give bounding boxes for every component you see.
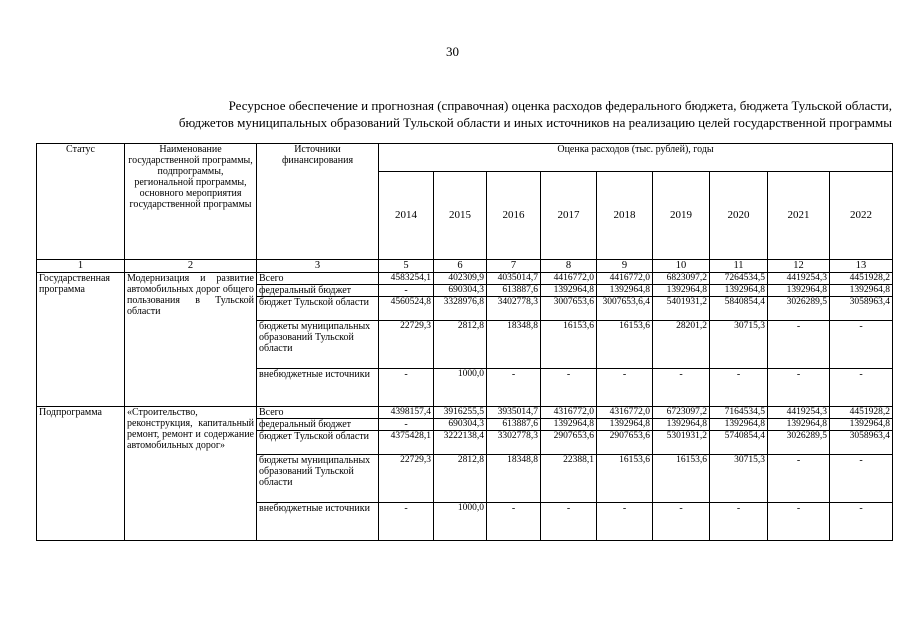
value-cell: 16153,6 [597, 321, 653, 369]
header-year: 2021 [768, 172, 830, 260]
column-number: 10 [653, 260, 710, 273]
value-cell: 16153,6 [541, 321, 597, 369]
value-cell: - [768, 455, 830, 503]
value-cell: 2907653,6 [541, 431, 597, 455]
value-cell: 4583254,1 [379, 273, 434, 285]
header-year: 2020 [710, 172, 768, 260]
value-cell: 1000,0 [434, 369, 487, 407]
column-number: 7 [487, 260, 541, 273]
header-program-name: Наименование государственной программы, подпрограммы, региональной программы, основного мероприятия государственной программы [125, 144, 257, 260]
value-cell: 16153,6 [597, 455, 653, 503]
value-cell: - [597, 503, 653, 541]
column-number: 9 [597, 260, 653, 273]
value-cell: 1392964,8 [830, 419, 893, 431]
value-cell: 4451928,2 [830, 407, 893, 419]
value-cell: 2812,8 [434, 321, 487, 369]
value-cell: 4375428,1 [379, 431, 434, 455]
funding-source: Всего [257, 273, 379, 285]
value-cell: 5401931,2 [653, 297, 710, 321]
value-cell: - [379, 503, 434, 541]
value-cell: 3222138,4 [434, 431, 487, 455]
value-cell: - [653, 369, 710, 407]
row-status: Подпрограмма [37, 407, 125, 541]
funding-source: внебюджетные источники [257, 369, 379, 407]
funding-source: бюджеты муниципальных образований Тульской области [257, 455, 379, 503]
value-cell: 690304,3 [434, 419, 487, 431]
value-cell: - [379, 369, 434, 407]
value-cell: 4419254,3 [768, 407, 830, 419]
column-number: 6 [434, 260, 487, 273]
value-cell: - [830, 503, 893, 541]
value-cell: 3007653,6 [541, 297, 597, 321]
value-cell: 7264534,5 [710, 273, 768, 285]
value-cell: 4416772,0 [597, 273, 653, 285]
table-row [37, 407, 893, 419]
column-number: 1 [37, 260, 125, 273]
value-cell: - [541, 503, 597, 541]
value-cell: 3328976,8 [434, 297, 487, 321]
funding-source: бюджеты муниципальных образований Тульской области [257, 321, 379, 369]
funding-source: федеральный бюджет [257, 285, 379, 297]
value-cell: 30715,3 [710, 321, 768, 369]
value-cell: - [710, 369, 768, 407]
value-cell: - [768, 369, 830, 407]
value-cell: 1392964,8 [653, 285, 710, 297]
value-cell: 1392964,8 [597, 285, 653, 297]
funding-source: федеральный бюджет [257, 419, 379, 431]
value-cell: 7164534,5 [710, 407, 768, 419]
value-cell: 6823097,2 [653, 273, 710, 285]
value-cell: 613887,6 [487, 419, 541, 431]
value-cell: - [710, 503, 768, 541]
header-year: 2014 [379, 172, 434, 260]
value-cell: 1392964,8 [710, 285, 768, 297]
value-cell: - [830, 369, 893, 407]
value-cell: 4398157,4 [379, 407, 434, 419]
title-line-2: бюджетов муниципальных образований Тульской области и иных источников на реализацию целей государственной программы [178, 115, 892, 130]
value-cell: - [830, 321, 893, 369]
header-sources: Источники финансирования [257, 144, 379, 260]
value-cell: 16153,6 [653, 455, 710, 503]
column-number: 2 [125, 260, 257, 273]
value-cell: 1392964,8 [653, 419, 710, 431]
funding-source: внебюджетные источники [257, 503, 379, 541]
value-cell: 1392964,8 [541, 285, 597, 297]
header-year: 2022 [830, 172, 893, 260]
value-cell: 1392964,8 [768, 419, 830, 431]
value-cell: 1392964,8 [830, 285, 893, 297]
value-cell: - [541, 369, 597, 407]
value-cell: 3302778,3 [487, 431, 541, 455]
value-cell: 4035014,7 [487, 273, 541, 285]
value-cell: 1392964,8 [710, 419, 768, 431]
value-cell: 1392964,8 [597, 419, 653, 431]
value-cell: 1392964,8 [768, 285, 830, 297]
value-cell: - [487, 503, 541, 541]
header-year: 2018 [597, 172, 653, 260]
value-cell: 4416772,0 [541, 273, 597, 285]
value-cell: 3916255,5 [434, 407, 487, 419]
value-cell: 4451928,2 [830, 273, 893, 285]
value-cell: - [653, 503, 710, 541]
value-cell: 402309,9 [434, 273, 487, 285]
value-cell: 3058963,4 [830, 431, 893, 455]
value-cell: - [379, 285, 434, 297]
value-cell: 6723097,2 [653, 407, 710, 419]
value-cell: 1000,0 [434, 503, 487, 541]
column-number: 13 [830, 260, 893, 273]
value-cell: 30715,3 [710, 455, 768, 503]
value-cell: 18348,8 [487, 455, 541, 503]
value-cell: 2907653,6 [597, 431, 653, 455]
value-cell: 3402778,3 [487, 297, 541, 321]
value-cell: - [830, 455, 893, 503]
value-cell: - [768, 503, 830, 541]
value-cell: - [379, 419, 434, 431]
value-cell: 5740854,4 [710, 431, 768, 455]
value-cell: 4316772,0 [597, 407, 653, 419]
value-cell: 22388,1 [541, 455, 597, 503]
value-cell: 613887,6 [487, 285, 541, 297]
value-cell: 2812,8 [434, 455, 487, 503]
budget-table [36, 143, 893, 541]
table-row [37, 273, 893, 285]
document-title [30, 97, 892, 131]
value-cell: 22729,3 [379, 321, 434, 369]
title-line-1: Ресурсное обеспечение и прогнозная (справочная) оценка расходов федерального бюджета, бюджета Тульской области, [228, 98, 892, 113]
value-cell: 690304,3 [434, 285, 487, 297]
header-year: 2019 [653, 172, 710, 260]
value-cell: 3026289,5 [768, 297, 830, 321]
value-cell: 3935014,7 [487, 407, 541, 419]
row-program-name: Модернизация и развитие автомобильных дорог общего пользования в Тульской области [125, 273, 257, 407]
value-cell: 5840854,4 [710, 297, 768, 321]
header-year: 2016 [487, 172, 541, 260]
column-number: 12 [768, 260, 830, 273]
column-number: 5 [379, 260, 434, 273]
header-estimate: Оценка расходов (тыс. рублей), годы [379, 144, 893, 172]
column-number: 8 [541, 260, 597, 273]
value-cell: 5301931,2 [653, 431, 710, 455]
column-number: 11 [710, 260, 768, 273]
value-cell: 4560524,8 [379, 297, 434, 321]
value-cell: 3026289,5 [768, 431, 830, 455]
value-cell: - [768, 321, 830, 369]
column-number: 3 [257, 260, 379, 273]
header-status: Статус [37, 144, 125, 260]
value-cell: - [487, 369, 541, 407]
page-number: 30 [446, 44, 459, 59]
row-program-name: «Строительство, реконструкция, капитальный ремонт, ремонт и содержание автомобильных дорог» [125, 407, 257, 541]
header-year: 2015 [434, 172, 487, 260]
value-cell: 3058963,4 [830, 297, 893, 321]
value-cell: 22729,3 [379, 455, 434, 503]
value-cell: 3007653,6,4 [597, 297, 653, 321]
funding-source: бюджет Тульской области [257, 431, 379, 455]
header-year: 2017 [541, 172, 597, 260]
value-cell: - [597, 369, 653, 407]
funding-source: бюджет Тульской области [257, 297, 379, 321]
value-cell: 1392964,8 [541, 419, 597, 431]
row-status: Государственная программа [37, 273, 125, 407]
value-cell: 18348,8 [487, 321, 541, 369]
value-cell: 28201,2 [653, 321, 710, 369]
value-cell: 4316772,0 [541, 407, 597, 419]
funding-source: Всего [257, 407, 379, 419]
value-cell: 4419254,3 [768, 273, 830, 285]
